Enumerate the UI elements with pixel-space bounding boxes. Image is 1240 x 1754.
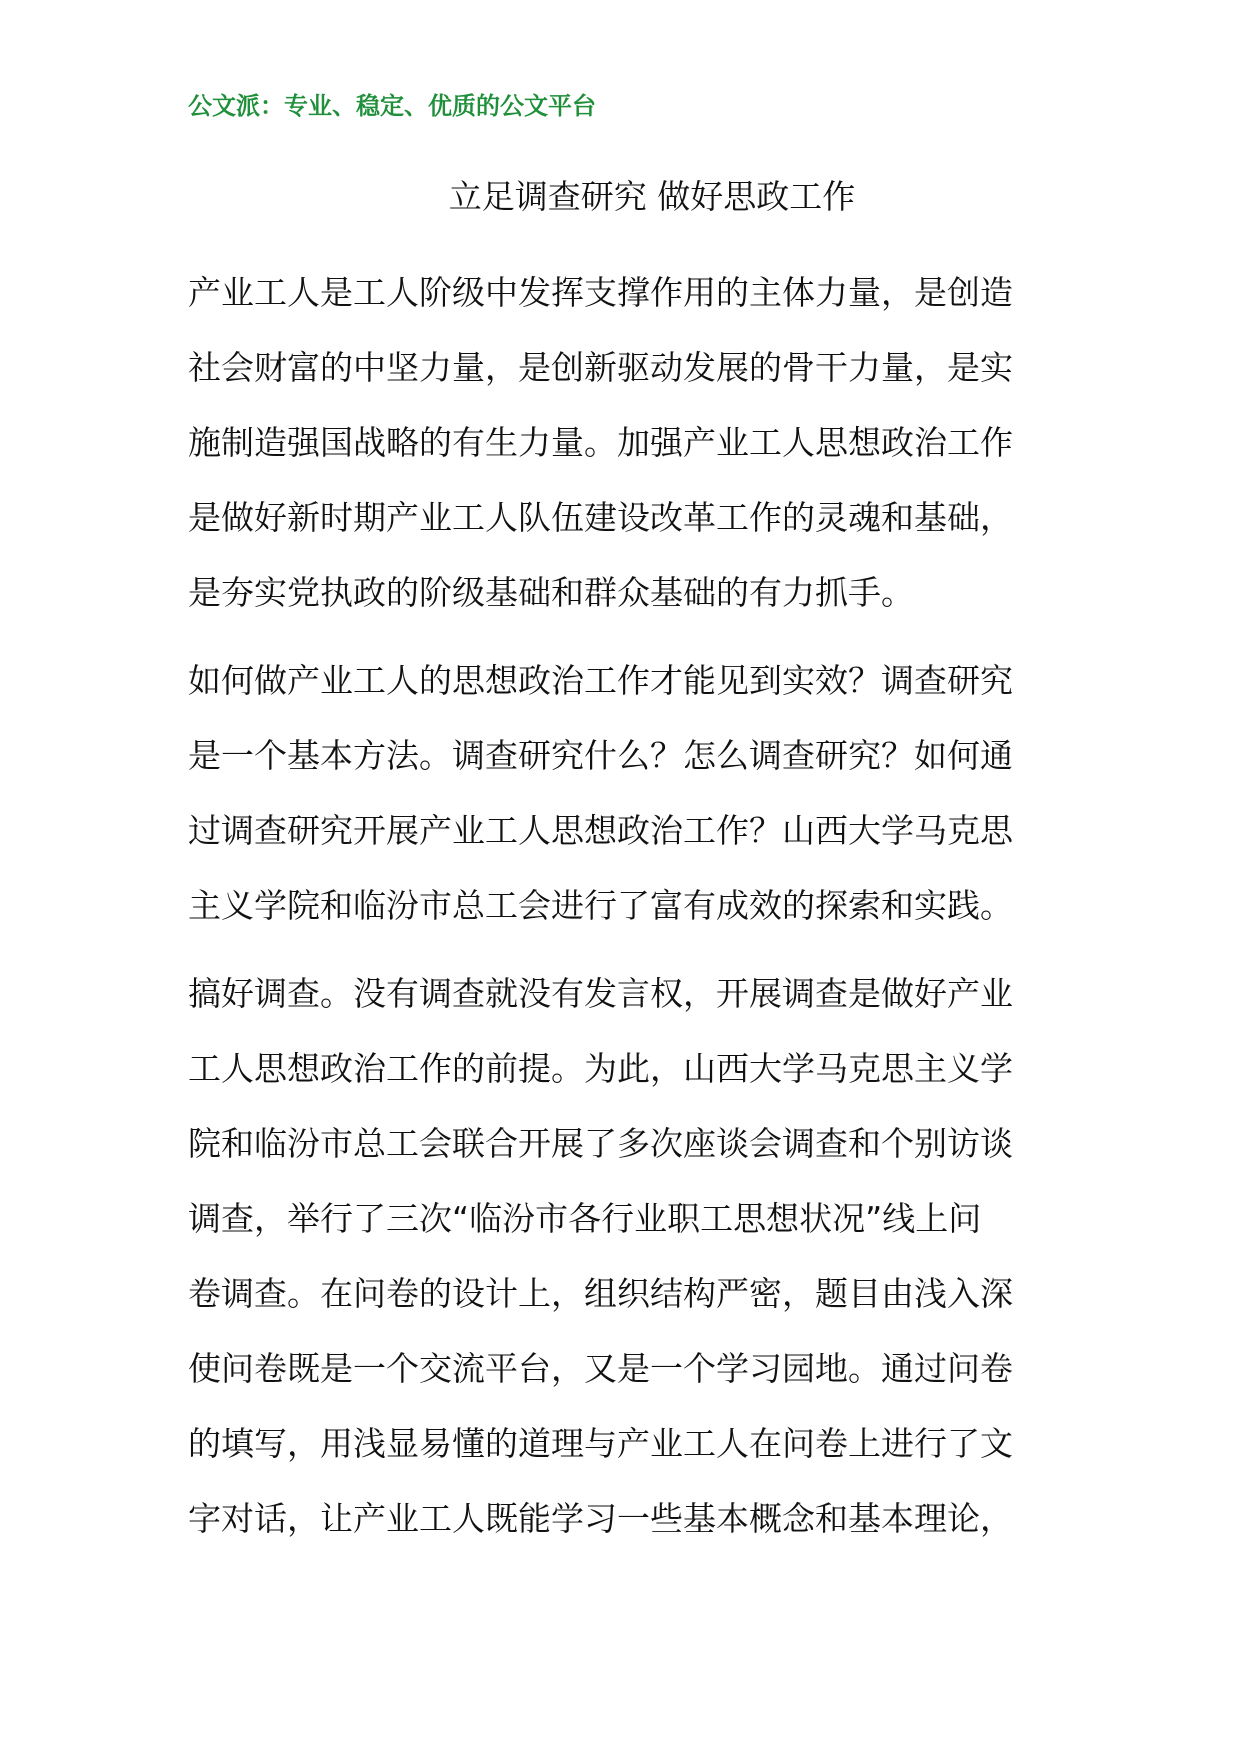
paragraph-3 (188, 956, 1056, 1556)
paragraph-1 (188, 255, 1056, 630)
paragraph-line: 施制造强国战略的有生力量。加强产业工人思想政治工作 (188, 423, 1013, 462)
paragraph-line: 使问卷既是一个交流平台，又是一个学习园地。通过问卷 (188, 1349, 1013, 1388)
header-note: 公文派：专业、稳定、优质的公文平台 (188, 92, 596, 120)
paragraph-line: 调查，举行了三次“临汾市各行业职工思想状况”线上问 (188, 1199, 982, 1238)
paragraph-line: 过调查研究开展产业工人思想政治工作？山西大学马克思 (188, 811, 1013, 850)
document-title: 立足调查研究 做好思政工作 (448, 177, 856, 216)
paragraph-line: 院和临汾市总工会联合开展了多次座谈会调查和个别访谈 (188, 1124, 1013, 1163)
paragraph-line: 是做好新时期产业工人队伍建设改革工作的灵魂和基础， (188, 498, 1013, 537)
paragraph-line: 字对话，让产业工人既能学习一些基本概念和基本理论， (188, 1499, 1013, 1538)
paragraph-line: 的填写，用浅显易懂的道理与产业工人在问卷上进行了文 (188, 1424, 1013, 1463)
paragraph-line: 搞好调查。没有调查就没有发言权，开展调查是做好产业 (188, 974, 1013, 1013)
paragraph-line: 是夯实党执政的阶级基础和群众基础的有力抓手。 (188, 573, 914, 612)
paragraph-line: 社会财富的中坚力量，是创新驱动发展的骨干力量，是实 (188, 348, 1013, 387)
paragraph-line: 卷调查。在问卷的设计上，组织结构严密，题目由浅入深 (188, 1274, 1013, 1313)
paragraph-2 (188, 643, 1056, 943)
paragraph-line: 如何做产业工人的思想政治工作才能见到实效？调查研究 (188, 661, 1013, 700)
paragraph-line: 主义学院和临汾市总工会进行了富有成效的探索和实践。 (188, 886, 1013, 925)
paragraph-line: 产业工人是工人阶级中发挥支撑作用的主体力量，是创造 (188, 273, 1013, 312)
paragraph-line: 工人思想政治工作的前提。为此，山西大学马克思主义学 (188, 1049, 1013, 1088)
paragraph-line: 是一个基本方法。调查研究什么？怎么调查研究？如何通 (188, 736, 1013, 775)
